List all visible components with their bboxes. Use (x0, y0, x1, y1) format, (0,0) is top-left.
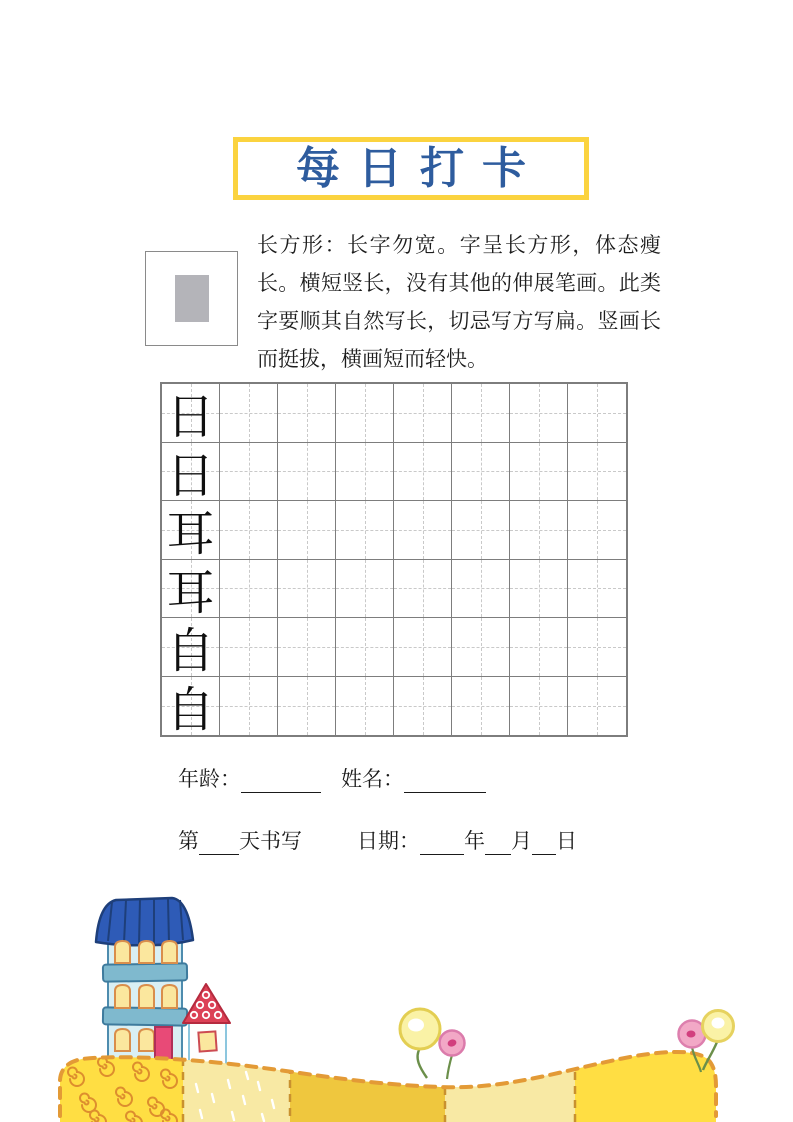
name-label: 姓名： (341, 767, 404, 791)
grid-cell (568, 384, 626, 443)
flower-center (687, 1031, 696, 1038)
cell-dash-vertical (539, 677, 540, 736)
grid-cell (452, 618, 510, 677)
cell-dash-vertical (597, 560, 598, 618)
cell-dash-vertical (539, 501, 540, 559)
cell-dash-vertical (307, 443, 308, 501)
grid-cell (568, 443, 626, 502)
grid-cell (452, 501, 510, 560)
cell-dash-vertical (539, 384, 540, 442)
grid-cell (510, 677, 568, 736)
stem-icon (447, 1055, 452, 1079)
cell-dash-vertical (249, 501, 250, 559)
cell-dash-vertical (481, 618, 482, 676)
grid-cell (394, 677, 452, 736)
day-unit-label: 日 (556, 829, 577, 853)
grid-cell (394, 618, 452, 677)
grid-cell (220, 618, 278, 677)
cell-dash-vertical (249, 384, 250, 442)
grid-cell (162, 443, 220, 502)
grid-cell (278, 501, 336, 560)
cell-dash-vertical (423, 384, 424, 442)
cell-dash-vertical (539, 443, 540, 501)
practice-character: 自 (166, 625, 215, 679)
grid-cell (510, 384, 568, 443)
practice-character: 耳 (166, 508, 215, 562)
grid-cell (510, 443, 568, 502)
cell-dash-vertical (597, 618, 598, 676)
day-blank (199, 832, 239, 855)
cell-dash-vertical (423, 677, 424, 736)
grid-cell (162, 618, 220, 677)
grid-cell (278, 384, 336, 443)
practice-grid (160, 382, 628, 737)
flowers-left (400, 1009, 465, 1079)
cell-dash-vertical (249, 443, 250, 501)
shape-thumbnail (145, 251, 238, 346)
footer-illustration (0, 862, 793, 1122)
grid-cell (278, 618, 336, 677)
practice-character: 耳 (166, 566, 215, 620)
grid-cell (220, 384, 278, 443)
cell-dash-vertical (597, 501, 598, 559)
page-title: 每日打卡 (296, 144, 544, 193)
age-label: 年龄： (178, 767, 241, 791)
day-prefix-label: 第 (178, 829, 199, 853)
grid-cell (220, 443, 278, 502)
flower-center (408, 1019, 424, 1032)
cell-dash-vertical (307, 560, 308, 618)
building-door (155, 1027, 172, 1060)
grid-cell (510, 560, 568, 619)
cell-dash-vertical (307, 618, 308, 676)
age-blank (241, 770, 321, 793)
grid-cell (278, 677, 336, 736)
grid-cell (162, 501, 220, 560)
small-house-roof (183, 984, 230, 1023)
cell-dash-vertical (365, 501, 366, 559)
cell-dash-vertical (539, 560, 540, 618)
cell-dash-vertical (249, 677, 250, 736)
grid-cell (278, 560, 336, 619)
grid-cell (394, 384, 452, 443)
cell-dash-vertical (597, 384, 598, 442)
name-blank (404, 770, 486, 793)
cell-dash-vertical (539, 618, 540, 676)
grid-cell (510, 501, 568, 560)
grid-cell (336, 443, 394, 502)
cell-dash-vertical (481, 501, 482, 559)
grid-cell (336, 384, 394, 443)
grid-cell (452, 384, 510, 443)
practice-character: 自 (166, 684, 215, 738)
cell-dash-vertical (597, 443, 598, 501)
cell-dash-vertical (365, 677, 366, 736)
cell-dash-vertical (597, 677, 598, 736)
grid-cell (452, 677, 510, 736)
grid-cell (510, 618, 568, 677)
grid-cell (394, 443, 452, 502)
grid-cell (336, 677, 394, 736)
grid-cell (336, 560, 394, 619)
grid-cell (336, 618, 394, 677)
practice-character: 日 (166, 449, 215, 503)
grid-cell (162, 560, 220, 619)
cell-dash-vertical (249, 560, 250, 618)
date-row (357, 825, 577, 855)
month-blank (485, 832, 511, 855)
instruction-paragraph: 长方形：长字勿宽。字呈长方形，体态瘦长。横短竖长，没有其他的伸展笔画。此类字要顺其自然写长，切忌写方写扁。竖画长而挺拔，横画短而轻快。 (257, 233, 661, 371)
grid-cell (394, 501, 452, 560)
cell-dash-vertical (307, 501, 308, 559)
grid-cell (220, 677, 278, 736)
day-count-row (178, 825, 302, 855)
cell-dash-vertical (481, 384, 482, 442)
year-unit-label: 年 (464, 829, 485, 853)
cell-dash-vertical (481, 443, 482, 501)
month-unit-label: 月 (511, 829, 532, 853)
title-box (233, 137, 589, 200)
grid-cell (220, 501, 278, 560)
grid-cell (568, 501, 626, 560)
cell-dash-vertical (481, 560, 482, 618)
day-suffix-label: 天书写 (239, 829, 302, 853)
cell-dash-vertical (307, 677, 308, 736)
date-label: 日期： (357, 829, 420, 853)
grid-cell (568, 677, 626, 736)
small-house-illustration (183, 984, 230, 1067)
cell-dash-vertical (307, 384, 308, 442)
cell-dash-vertical (423, 443, 424, 501)
grid-cell (162, 677, 220, 736)
cell-dash-vertical (423, 618, 424, 676)
flower-center (712, 1018, 725, 1029)
grid-cell (568, 560, 626, 619)
grid-cell (278, 443, 336, 502)
grid-cell (394, 560, 452, 619)
cell-dash-vertical (423, 560, 424, 618)
small-house-window (198, 1031, 216, 1051)
grid-cell (452, 443, 510, 502)
cell-dash-vertical (423, 501, 424, 559)
grid-cell (336, 501, 394, 560)
year-blank (420, 832, 464, 855)
grid-cell (162, 384, 220, 443)
grid-cell (220, 560, 278, 619)
rectangle-shape-icon (175, 275, 209, 322)
practice-character: 日 (166, 391, 215, 445)
grid-cell (568, 618, 626, 677)
cell-dash-vertical (481, 677, 482, 736)
grid-cell (452, 560, 510, 619)
day-unit-blank (532, 832, 556, 855)
stem-icon (418, 1048, 427, 1078)
building-illustration (96, 898, 193, 1064)
cell-dash-vertical (365, 384, 366, 442)
cell-dash-vertical (365, 443, 366, 501)
cell-dash-vertical (365, 560, 366, 618)
cell-dash-vertical (365, 618, 366, 676)
age-name-row (178, 763, 486, 793)
cell-dash-vertical (249, 618, 250, 676)
